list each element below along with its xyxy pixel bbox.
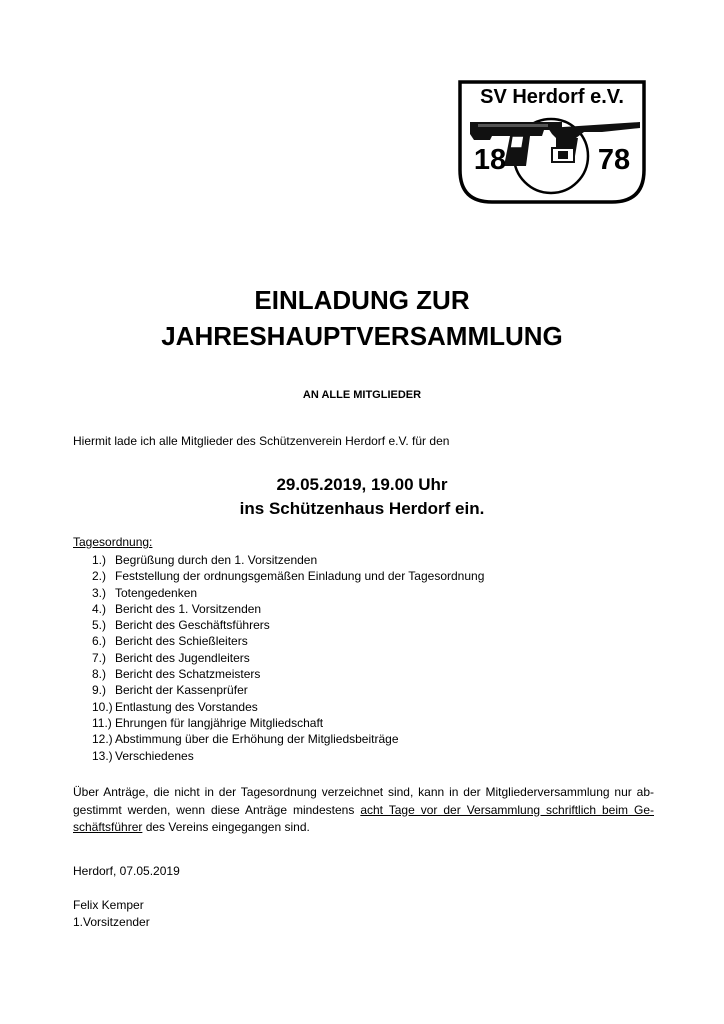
agenda-item — [92, 666, 484, 682]
agenda-item-number: 13.) — [92, 748, 113, 763]
agenda-item — [92, 568, 484, 584]
motions-paragraph — [73, 784, 654, 837]
agenda-item-number: 11.) — [92, 715, 112, 730]
motions-paragraph-underlined: acht Tage vor der Versammlung schriftlich beim Ge-schäftsführer — [73, 802, 654, 834]
agenda-item-text: Begrüßung durch den 1. Vorsitzenden — [115, 553, 318, 567]
agenda-item-text: Bericht des 1. Vorsitzenden — [115, 601, 262, 616]
agenda-item — [92, 601, 484, 617]
club-logo — [452, 78, 652, 208]
agenda-item — [92, 552, 484, 568]
signer-name: Felix Kemper — [73, 898, 144, 912]
event-place: ins Schützenhaus Herdorf ein. — [239, 499, 485, 518]
agenda-item-text: Bericht der Kassenprüfer — [115, 683, 248, 698]
agenda-item — [92, 682, 484, 698]
agenda-item-number: 12.) — [92, 732, 113, 747]
agenda-heading: Tagesordnung: — [73, 535, 153, 549]
agenda-item-number: 5.) — [92, 618, 107, 633]
page-title — [0, 282, 724, 354]
agenda-item-text: Bericht des Geschäftsführers — [115, 618, 270, 633]
agenda-item-number: 10.) — [92, 699, 113, 714]
agenda-item-number: 7.) — [92, 650, 107, 665]
agenda-item-text: Entlastung des Vorstandes — [115, 699, 258, 714]
agenda-list — [92, 552, 484, 764]
agenda-item — [92, 715, 484, 731]
agenda-item-text: Verschiedenes — [115, 748, 194, 763]
agenda-item — [92, 731, 484, 747]
agenda-item-text: Feststellung der ordnungsgemäßen Einladung und der Tagesordnung — [115, 569, 485, 584]
agenda-item-number: 8.) — [92, 667, 107, 682]
agenda-item-number: 3.) — [92, 585, 107, 600]
signer-role: 1.Vorsitzender — [73, 915, 150, 929]
agenda-item-number: 4.) — [92, 601, 107, 616]
intro-text: Hiermit lade ich alle Mitglieder des Schützenverein Herdorf e.V. für den — [73, 434, 450, 448]
agenda-item-number: 2.) — [92, 569, 107, 584]
signature-block — [73, 897, 150, 931]
agenda-item — [92, 617, 484, 633]
subtitle: AN ALLE MITGLIEDER — [302, 389, 422, 401]
agenda-item-text: Bericht des Schatzmeisters — [115, 667, 261, 682]
club-logo-emblem — [452, 78, 652, 208]
agenda-item — [92, 650, 484, 666]
agenda-item-text: Bericht des Schießleiters — [115, 634, 248, 649]
logo-year-right: 78 — [597, 144, 631, 176]
page-title-line-2: JAHRESHAUPTVERSAMMLUNG — [161, 321, 563, 351]
place-and-date: Herdorf, 07.05.2019 — [73, 864, 180, 878]
agenda-item — [92, 748, 484, 764]
agenda-item-text: Totengedenken — [115, 585, 198, 600]
agenda-item-number: 1.) — [92, 553, 107, 567]
agenda-item — [92, 633, 484, 649]
event-date-time: 29.05.2019, 19.00 Uhr — [276, 475, 448, 494]
agenda-item-number: 6.) — [92, 634, 107, 649]
logo-title: SV Herdorf e.V. — [480, 86, 624, 108]
agenda-item-text: Abstimmung über die Erhöhung der Mitgliedsbeiträge — [115, 732, 399, 747]
agenda-item-text: Bericht des Jugendleiters — [115, 650, 250, 665]
agenda-item-text: Ehrungen für langjährige Mitgliedschaft — [115, 715, 324, 730]
motions-paragraph-part-2: des Vereins eingegangen sind. — [142, 820, 310, 834]
page-title-line-1: EINLADUNG ZUR — [254, 285, 470, 315]
agenda-item-number: 9.) — [92, 683, 107, 698]
logo-year-left: 18 — [473, 144, 507, 176]
agenda-item — [92, 699, 484, 715]
motions-paragraph-part-1: Über Anträge, die nicht in der Tagesordnung verzeichnet sind, kann in der Mitgliederversammlung nur ab-gestimmt werden, wenn diese Anträge mindestens — [73, 785, 654, 817]
agenda-item — [92, 585, 484, 601]
